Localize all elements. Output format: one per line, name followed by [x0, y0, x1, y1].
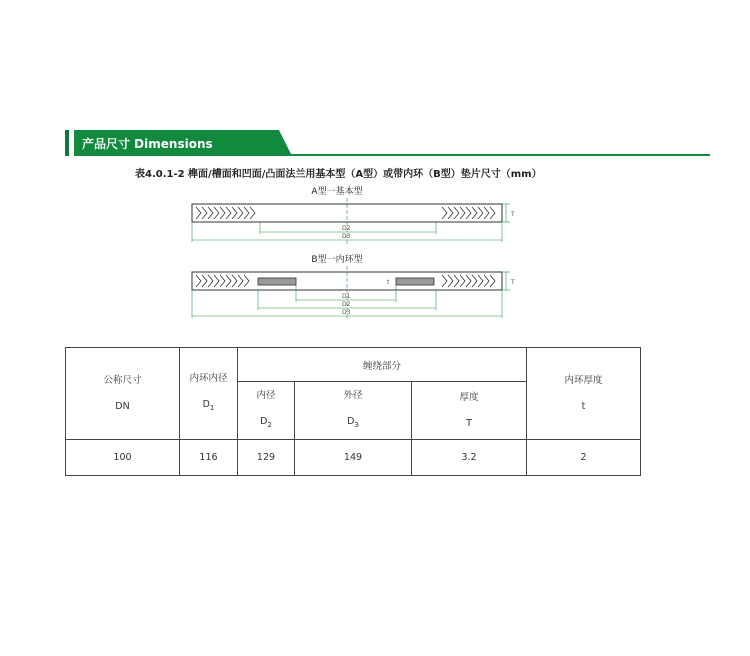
header-accent-bar: [65, 130, 69, 156]
diagram-a-title: A型一基本型: [311, 187, 363, 197]
header-d1-symbol: $D_1$: [202, 399, 215, 412]
cell-d3: 149: [295, 440, 412, 476]
diagram-b-label-d1: D1: [342, 293, 351, 300]
header-thickness-label: 厚度: [459, 391, 479, 403]
cell-d1: 116: [180, 440, 238, 476]
diagram-b-label-T: T: [511, 279, 515, 286]
header-dn-label: 公称尺寸: [103, 374, 142, 386]
header-d2-symbol: $D_2$: [260, 416, 272, 429]
header-d3: [295, 382, 412, 440]
section-title: 产品尺寸 Dimensions: [82, 137, 213, 151]
header-winding: 缠绕部分: [238, 348, 527, 382]
header-d1: [180, 348, 238, 440]
diagram-b-title: B型一内环型: [311, 255, 363, 265]
cell-dn: 100: [66, 440, 180, 476]
table-caption: 表4.0.1-2 榫面/槽面和凹面/凸面法兰用基本型（A型）或带内环（B型）垫片尺寸（mm）: [135, 169, 542, 180]
header-dn: [66, 348, 180, 440]
cell-ring-thickness: 2: [527, 440, 641, 476]
header-d3-symbol: $D_3$: [347, 416, 359, 429]
header-d2: [238, 382, 295, 440]
header-ring-label: 内环厚度: [564, 374, 603, 386]
cell-d2: 129: [238, 440, 295, 476]
header-ring-thickness: [527, 348, 641, 440]
header-thickness-symbol: T: [466, 417, 472, 429]
header-dn-symbol: DN: [115, 400, 130, 412]
diagram-b-label-d2: D2: [342, 301, 351, 308]
diagram-a-label-t: T: [511, 211, 515, 218]
dimension-table: [65, 347, 641, 476]
header-d2-label: 内径: [256, 390, 276, 402]
section-header: [65, 130, 710, 156]
header-d1-label: 内环内径: [189, 373, 228, 385]
diagram-a-label-d3: D3: [342, 233, 351, 240]
header-underline: [289, 154, 710, 156]
cell-thickness: 3.2: [412, 440, 527, 476]
header-d3-label: 外径: [343, 390, 363, 402]
table-row: [66, 440, 641, 476]
gasket-diagrams: [180, 180, 525, 330]
header-ring-symbol: t: [581, 400, 586, 412]
diagram-b-label-d3: D3: [342, 309, 351, 316]
header-thickness: [412, 382, 527, 440]
diagram-a-label-d2: D2: [342, 225, 351, 232]
diagram-b-label-t: t: [387, 279, 390, 286]
